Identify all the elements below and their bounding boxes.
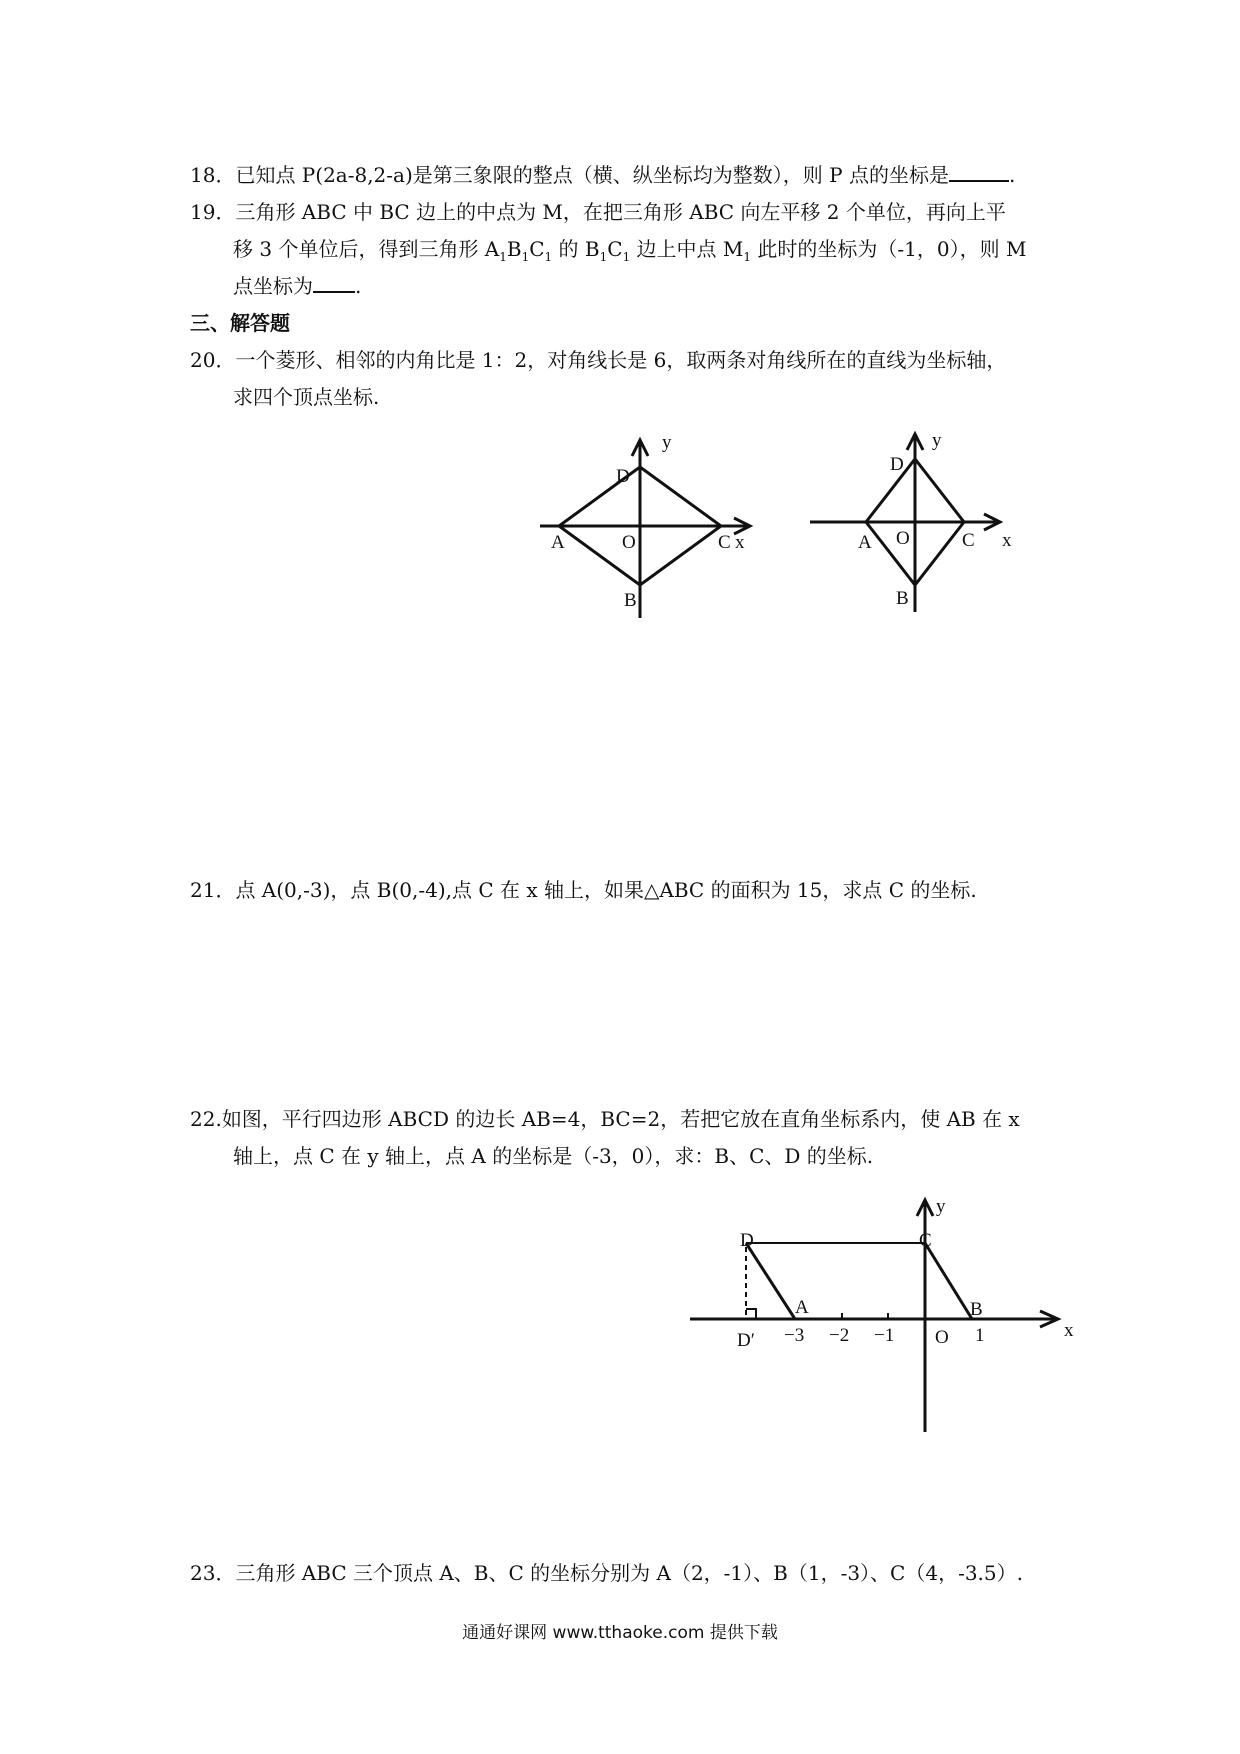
label-A: A [858, 532, 872, 553]
label-x: x [1064, 1320, 1074, 1341]
question-23: 23．三角形 ABC 三个顶点 A、B、C 的坐标分别为 A（2，-1）、B（1，-3）、C（4，-3.5）. [190, 1561, 1024, 1585]
label-O: O [622, 532, 636, 553]
label-C: C [919, 1230, 932, 1251]
parallelogram-side-DA [746, 1243, 795, 1319]
question-20-line-1: 20．一个菱形、相邻的内角比是 1：2，对角线长是 6，取两条对角线所在的直线为坐标轴， [190, 348, 1007, 372]
label-y: y [662, 432, 672, 453]
label-x: x [735, 532, 745, 553]
question-21: 21．点 A(0,-3)，点 B(0,-4),点 C 在 x 轴上，如果△ABC 的面积为 15，求点 C 的坐标. [190, 878, 977, 902]
tick-label: 1 [975, 1325, 985, 1346]
label-A: A [795, 1297, 809, 1318]
label-O: O [896, 528, 910, 549]
question-number: 21． [190, 878, 236, 902]
label-D-prime: D′ [737, 1330, 755, 1351]
label-B: B [896, 588, 909, 609]
label-D: D [616, 466, 630, 487]
label-D: D [890, 454, 904, 475]
label-B: B [970, 1299, 983, 1320]
question-18: 18．已知点 P(2a-8,2-a)是第三象限的整点（横、纵坐标均为整数），则 P 点的坐标是 . [190, 163, 1016, 187]
tick-label: −1 [874, 1325, 895, 1346]
label-B: B [624, 590, 637, 611]
label-D: D [740, 1230, 754, 1251]
question-22-line-1: 22.如图，平行四边形 ABCD 的边长 AB=4，BC=2，若把它放在直角坐标系内，使 AB 在 x [190, 1107, 1020, 1131]
label-y: y [932, 430, 942, 451]
label-O: O [935, 1327, 949, 1348]
question-20-line-2: 求四个顶点坐标. [233, 385, 380, 409]
question-text: 已知点 P(2a-8,2-a)是第三象限的整点（横、纵坐标均为整数），则 P 点的坐标是 [235, 163, 949, 187]
question-number: 18． [190, 163, 236, 187]
section-heading: 三、解答题 [190, 311, 290, 335]
label-x: x [1002, 530, 1012, 551]
tick-label: −3 [784, 1325, 805, 1346]
question-number: 20． [190, 348, 236, 372]
question-number: 23． [190, 1561, 236, 1585]
parallelogram-side-CB [925, 1243, 972, 1319]
page-footer: 通通好课网 www.tthaoke.com 提供下载 [462, 1623, 778, 1643]
label-C: C [718, 532, 731, 553]
tick-label: −2 [829, 1325, 850, 1346]
question-19-line-2: 移 3 个单位后，得到三角形 $A_1B_1C_1$ 的 $B_1C_1$ 边上中点 $M_1$ 此时的坐标为（-1，0），则 M [233, 237, 1027, 264]
question-22-line-2: 轴上，点 C 在 y 轴上，点 A 的坐标是（-3，0），求：B、C、D 的坐标. [233, 1144, 874, 1168]
label-C: C [962, 530, 975, 551]
question-number: 22. [190, 1107, 222, 1131]
label-y: y [936, 1196, 946, 1217]
question-number: 19． [190, 200, 236, 224]
label-A: A [551, 532, 565, 553]
question-text: 三角形 ABC 中 BC 边上的中点为 M，在把三角形 ABC 向左平移 2 个单位，再向上平 [235, 200, 1006, 224]
question-19-line-3: 点坐标为 . [233, 274, 362, 298]
